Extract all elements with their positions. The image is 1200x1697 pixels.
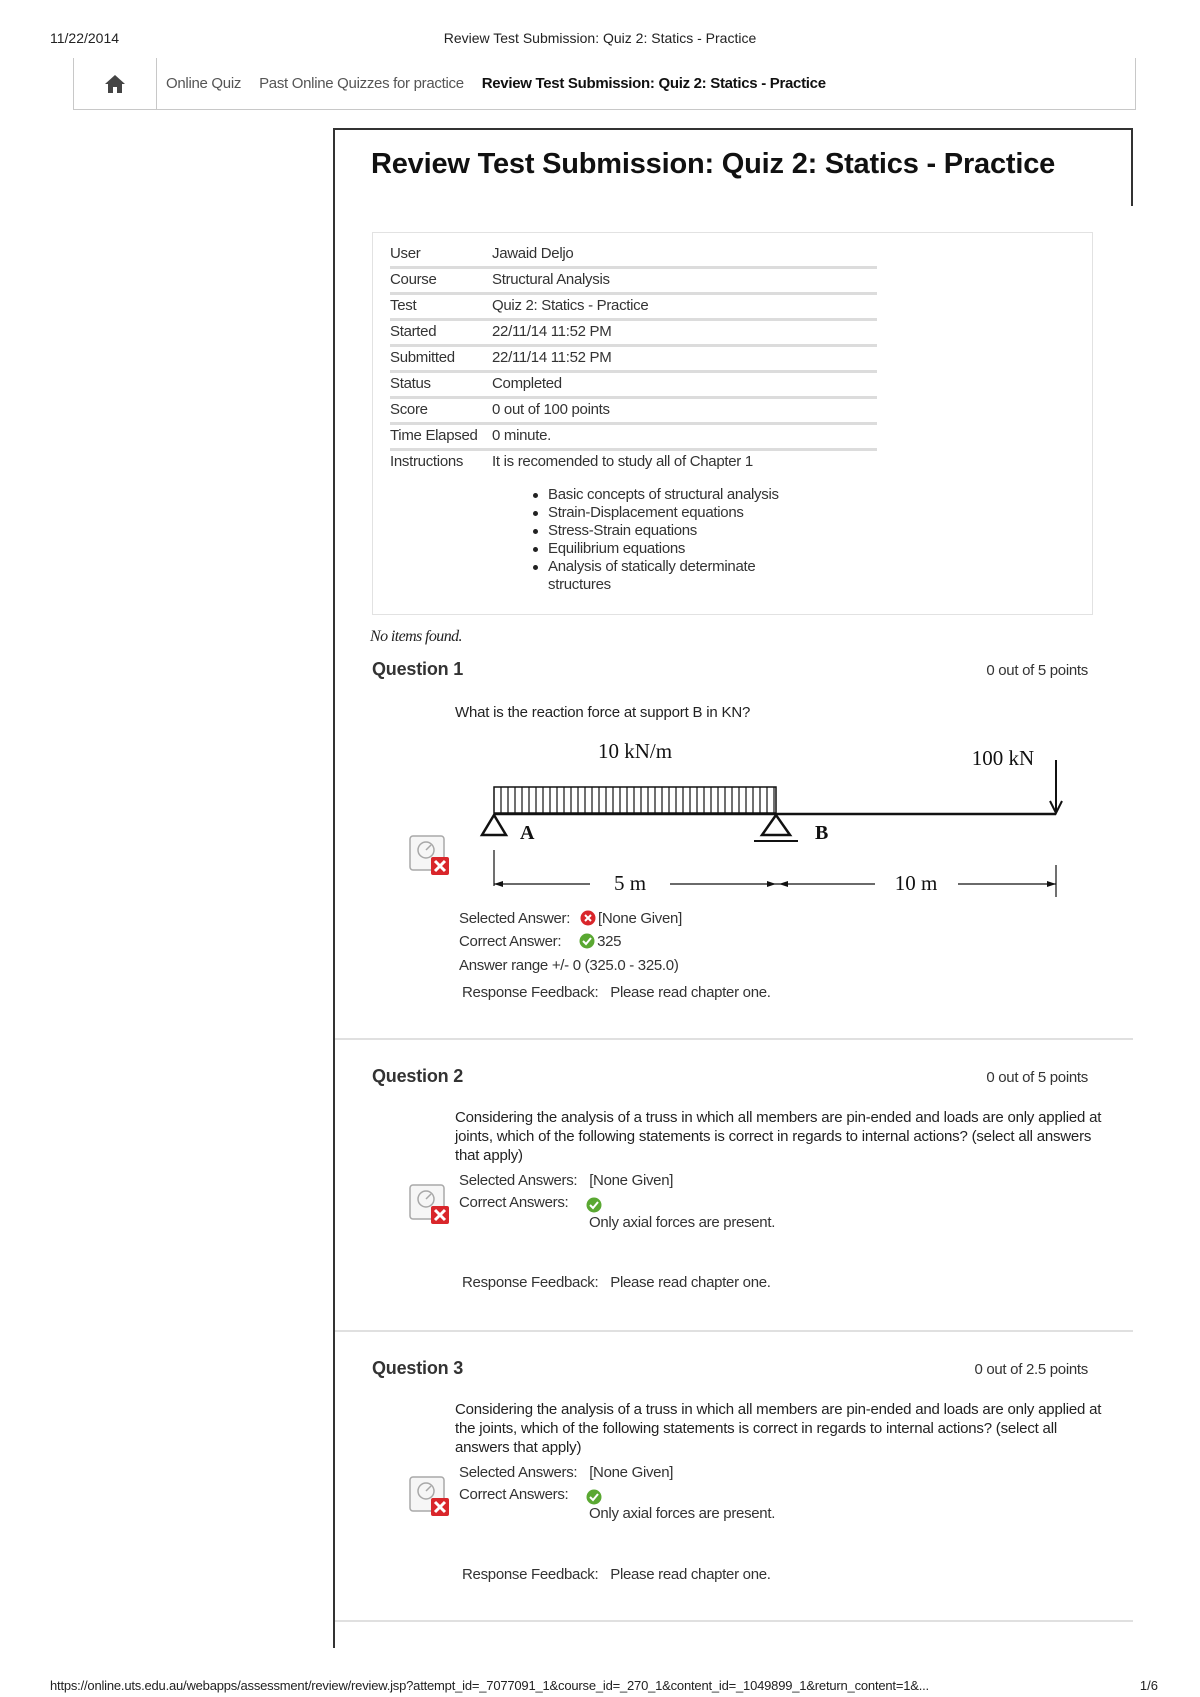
question-2-title: Question 2 (372, 1066, 464, 1086)
feedback-label: Response Feedback: (462, 1274, 599, 1291)
detail-value: 0 out of 100 points (492, 398, 877, 424)
question-1-correct-row (459, 933, 621, 950)
correct-mini-icon (586, 1197, 602, 1213)
topic-item: Basic concepts of structural analysis (532, 486, 822, 504)
question-2-text: Considering the analysis of a truss in which all members are pin-ended and loads are only applied at joints, which of the following statements is correct in regards to internal actions? (select all answers that apply) (455, 1109, 1102, 1164)
correct-answer-label: Correct Answers: (459, 1486, 569, 1503)
question-1-text: What is the reaction force at support B in KN? (455, 704, 751, 721)
detail-value: 22/11/14 11:52 PM (492, 346, 877, 372)
question-3-points: 0 out of 2.5 points (974, 1361, 1088, 1378)
detail-row-user (390, 243, 877, 268)
question-3-selected-row (459, 1464, 673, 1481)
selected-answer-value: [None Given] (597, 910, 682, 927)
home-icon (104, 74, 126, 94)
span-ab-label: 5 m (613, 871, 647, 895)
detail-value: Structural Analysis (492, 268, 877, 294)
detail-row-started (390, 320, 877, 346)
print-title: Review Test Submission: Quiz 2: Statics - Practice (443, 30, 757, 46)
question-3-feedback-row (462, 1566, 771, 1583)
incorrect-status-icon (408, 833, 452, 877)
support-b-label: B (815, 822, 829, 844)
breadcrumb (73, 58, 1136, 110)
detail-label: User (390, 243, 492, 268)
correct-mini-icon (579, 933, 595, 949)
detail-label: Submitted (390, 346, 492, 372)
print-date: 11/22/2014 (50, 30, 120, 46)
feedback-value: Please read chapter one. (610, 984, 771, 1001)
feedback-label: Response Feedback: (462, 984, 599, 1001)
detail-label: Status (390, 372, 492, 398)
detail-label: Course (390, 268, 492, 294)
support-b-icon (762, 815, 790, 835)
detail-row-status (390, 372, 877, 398)
dim-arrow (767, 881, 776, 887)
details-table (390, 243, 877, 594)
instructions-value (492, 450, 877, 595)
question-3-text: Considering the analysis of a truss in which all members are pin-ended and loads are only applied at the joints, which of the following statements is correct in regards to internal actions? (select all answers that apply) (455, 1401, 1102, 1456)
answer-range-label: Answer range +/- (459, 957, 569, 974)
selected-answer-value: [None Given] (589, 1172, 674, 1189)
detail-value: Jawaid Deljo (492, 243, 877, 268)
question-2-correct-label-row (459, 1194, 604, 1213)
breadcrumb-list (166, 58, 844, 109)
question-2-selected-row (459, 1172, 673, 1189)
beam-diagram (470, 735, 1070, 905)
detail-label: Test (390, 294, 492, 320)
page-title: Review Test Submission: Quiz 2: Statics - Practice (371, 148, 1056, 180)
distributed-load-label: 10 kN/m (597, 739, 673, 763)
selected-answer-value: [None Given] (589, 1464, 674, 1481)
correct-answer-label: Correct Answer: (459, 933, 562, 950)
feedback-value: Please read chapter one. (610, 1566, 771, 1583)
detail-row-time-elapsed (390, 424, 877, 450)
question-3-correct-label-row (459, 1486, 604, 1505)
feedback-value: Please read chapter one. (610, 1274, 771, 1291)
correct-mini-icon (586, 1489, 602, 1505)
question-1-range-row (459, 957, 679, 974)
topic-item: Equilibrium equations (532, 540, 822, 558)
selected-answer-label: Selected Answer: (459, 910, 571, 927)
question-2-correct-value: Only axial forces are present. (589, 1214, 776, 1231)
detail-label: Time Elapsed (390, 424, 492, 450)
span-overhang-label: 10 m (894, 871, 938, 895)
detail-value: 22/11/14 11:52 PM (492, 320, 877, 346)
dim-arrow (494, 881, 503, 887)
breadcrumb-past-quizzes[interactable]: Past Online Quizzes for practice (259, 75, 464, 92)
distributed-load-hatching (501, 787, 774, 813)
topic-list (532, 486, 822, 594)
detail-value: Quiz 2: Statics - Practice (492, 294, 877, 320)
point-load-label: 100 kN (971, 746, 1035, 770)
detail-row-submitted (390, 346, 877, 372)
no-items-message: No items found. (370, 628, 462, 645)
dim-arrow (1047, 881, 1056, 887)
topic-item: Analysis of statically determinate structures (532, 558, 822, 594)
detail-value: 0 minute. (492, 424, 877, 450)
selected-answer-label: Selected Answers: (459, 1464, 578, 1481)
question-1-selected-row (459, 910, 682, 927)
dim-arrow (779, 881, 788, 887)
submission-details (372, 232, 1093, 615)
question-1-points: 0 out of 5 points (986, 662, 1088, 679)
question-1-feedback-row (462, 984, 771, 1001)
home-button[interactable] (74, 58, 157, 109)
detail-label: Started (390, 320, 492, 346)
selected-answer-label: Selected Answers: (459, 1172, 578, 1189)
breadcrumb-online-quiz[interactable]: Online Quiz (166, 75, 242, 92)
incorrect-mini-icon (580, 910, 596, 926)
print-page-number: 1/6 (1139, 1678, 1158, 1693)
breadcrumb-current: Review Test Submission: Quiz 2: Statics - Practice (481, 75, 826, 92)
correct-answer-label: Correct Answers: (459, 1194, 569, 1211)
detail-label: Score (390, 398, 492, 424)
incorrect-status-icon (408, 1182, 452, 1226)
question-divider (335, 1620, 1133, 1622)
detail-row-instructions (390, 450, 877, 595)
detail-label: Instructions (390, 453, 464, 470)
incorrect-status-icon (408, 1474, 452, 1518)
instructions-text: It is recomended to study all of Chapter 1 (492, 453, 753, 470)
question-1-title: Question 1 (372, 659, 464, 679)
support-a-label: A (520, 822, 535, 844)
question-3-title: Question 3 (372, 1358, 464, 1378)
correct-answer-value: 325 (597, 933, 622, 950)
question-divider (335, 1038, 1133, 1040)
topic-item: Stress-Strain equations (532, 522, 822, 540)
feedback-label: Response Feedback: (462, 1566, 599, 1583)
question-2-feedback-row (462, 1274, 771, 1291)
question-3-correct-value: Only axial forces are present. (589, 1505, 776, 1522)
content-frame-top (333, 128, 1133, 130)
answer-range-value: 0 (325.0 - 325.0) (572, 957, 679, 974)
topic-item: Strain-Displacement equations (532, 504, 822, 522)
detail-row-course (390, 268, 877, 294)
print-url: https://online.uts.edu.au/webapps/assessment/review/review.jsp?attempt_id=_7077091_1&course_id=_270_1&content_id=_1049899_1&return_content=1&... (50, 1678, 929, 1693)
detail-value: Completed (492, 372, 877, 398)
detail-row-test (390, 294, 877, 320)
support-a-icon (482, 815, 506, 835)
content-frame-right (1131, 128, 1133, 206)
content-frame-left (333, 128, 335, 1648)
question-2-points: 0 out of 5 points (986, 1069, 1088, 1086)
detail-row-score (390, 398, 877, 424)
question-divider (335, 1330, 1133, 1332)
